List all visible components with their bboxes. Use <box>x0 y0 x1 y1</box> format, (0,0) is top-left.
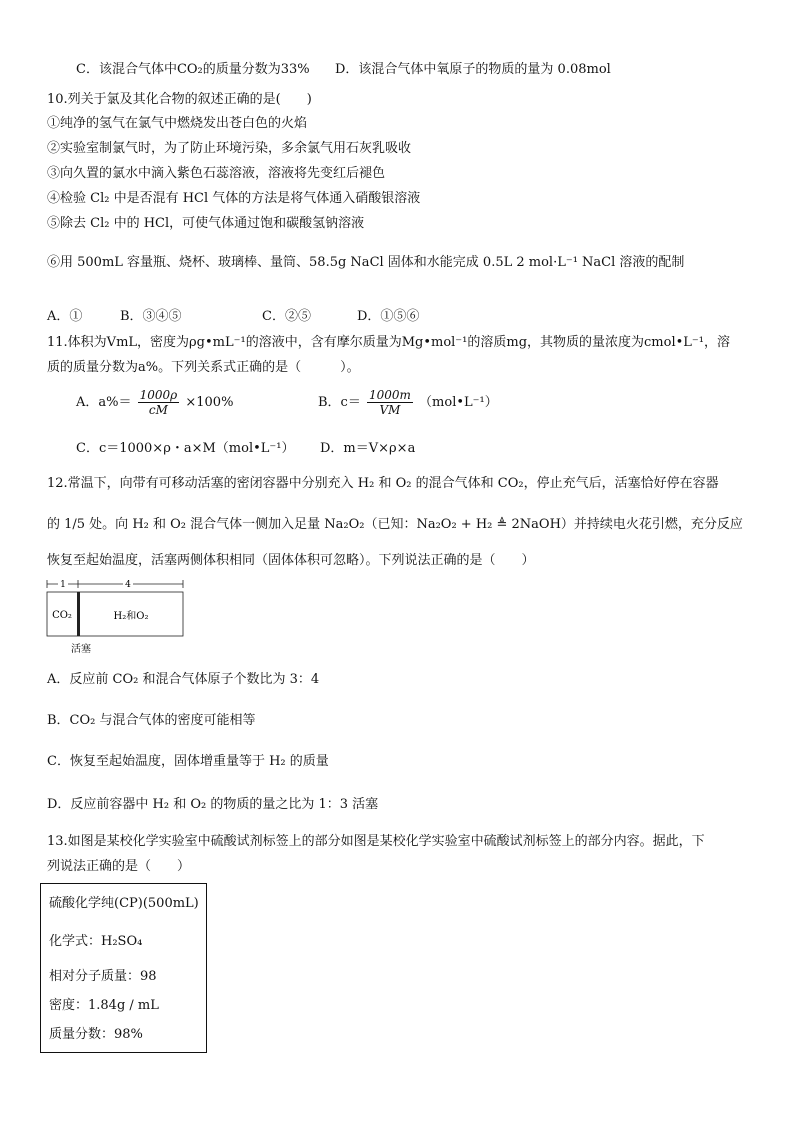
q11-option-b-suffix: （mol•L⁻¹） <box>419 395 498 410</box>
q12-option-c: C．恢复至起始温度，固体增重量等于 H₂ 的质量 <box>47 754 329 769</box>
q11-option-b-numerator: 1000m <box>368 388 411 402</box>
q10-option-c: C．②⑤ <box>262 309 311 324</box>
q10-option-b: B．③④⑤ <box>120 309 182 324</box>
q11-option-b-fraction <box>367 388 413 417</box>
q11-option-a <box>76 388 233 417</box>
q11-option-a-fraction <box>138 388 180 417</box>
q10-item-6: ⑥用 500mL 容量瓶、烧杯、玻璃棒、量筒、58.5g NaCl 固体和水能完成 0.5L 2 mol·L⁻¹ NaCl 溶液的配制 <box>47 255 685 270</box>
label-name: 硫酸化学纯(CP)(500mL) <box>49 896 199 911</box>
label-mass-fraction: 质量分数：98% <box>49 1027 143 1042</box>
q11-option-b-denominator: VM <box>379 403 401 417</box>
right-gas-label: H₂和O₂ <box>113 611 149 622</box>
q11-stem-line1: 11.体积为VmL，密度为ρg•mL⁻¹的溶液中，含有摩尔质量为Mg•mol⁻¹的溶质mg，其物质的量浓度为cmol•L⁻¹，溶 <box>47 335 730 350</box>
label-formula: 化学式：H₂SO₄ <box>49 934 143 949</box>
q11-option-c: C．c＝1000×ρ・a×M（mol•L⁻¹） <box>76 441 295 456</box>
label-density: 密度：1.84g / mL <box>49 998 159 1013</box>
q12-option-b: B．CO₂ 与混合气体的密度可能相等 <box>47 713 256 728</box>
q12-line1: 12.常温下，向带有可移动活塞的密闭容器中分别充入 H₂ 和 O₂ 的混合气体和 CO₂，停止充气后，活塞恰好停在容器 <box>47 476 719 491</box>
q11-option-a-denominator: cM <box>148 403 168 417</box>
q10-item-1: ①纯净的氢气在氯气中燃烧发出苍白色的火焰 <box>47 116 308 131</box>
q11-option-a-numerator: 1000ρ <box>139 388 178 402</box>
left-gas-label: CO₂ <box>52 610 72 621</box>
q10-item-2: ②实验室制氯气时，为了防止环境污染，多余氯气用石灰乳吸收 <box>47 141 412 156</box>
q12-option-d: D．反应前容器中 H₂ 和 O₂ 的物质的量之比为 1：3 活塞 <box>47 797 379 812</box>
q11-option-b <box>318 388 498 417</box>
q11-stem-line2: 质的质量分数为a%。下列关系式正确的是（ ）。 <box>47 360 360 375</box>
q11-option-a-prefix: A．a%＝ <box>76 395 132 410</box>
q9-option-c: C．该混合气体中CO₂的质量分数为33% <box>76 62 310 77</box>
q10-item-5: ⑤除去 Cl₂ 中的 HCl，可使气体通过饱和碳酸氢钠溶液 <box>47 216 365 231</box>
q11-option-a-suffix: ×100% <box>185 395 234 410</box>
q13-stem-line2: 列说法正确的是（ ） <box>47 859 191 874</box>
q9-option-d: D．该混合气体中氧原子的物质的量为 0.08mol <box>335 62 611 77</box>
q11-option-d: D．m＝V×ρ×a <box>320 441 416 456</box>
q10-stem: 10.列关于氯及其化合物的叙述正确的是( ) <box>47 92 312 107</box>
q10-item-4: ④检验 Cl₂ 中是否混有 HCl 气体的方法是将气体通入硝酸银溶液 <box>47 191 421 206</box>
q11-option-b-prefix: B．c＝ <box>318 395 361 410</box>
q10-item-3: ③向久置的氯水中滴入紫色石蕊溶液，溶液将先变红后褪色 <box>47 166 386 181</box>
piston <box>77 592 80 636</box>
left-length-label: 1 <box>60 580 66 590</box>
q12-line3: 恢复至起始温度，活塞两侧体积相同（固体体积可忽略）。下列说法正确的是（ ） <box>47 553 535 568</box>
reagent-label-box <box>40 883 207 1053</box>
piston-container-diagram <box>45 578 195 656</box>
q13-stem-line1: 13.如图是某校化学实验室中硫酸试剂标签上的部分如图是某校化学实验室中硫酸试剂标签上的部分内容。据此，下 <box>47 834 705 849</box>
q12-line2: 的 1/5 处。向 H₂ 和 O₂ 混合气体一侧加入足量 Na₂O₂（已知：Na₂O₂ + H₂ ≜ 2NaOH）并持续电火花引燃，充分反应 <box>47 517 743 532</box>
q10-option-d: D．①⑤⑥ <box>357 309 420 324</box>
label-molecular-weight: 相对分子质量：98 <box>49 969 157 984</box>
right-length-label: 4 <box>125 580 131 590</box>
q10-option-a: A．① <box>47 309 83 324</box>
q12-option-a: A．反应前 CO₂ 和混合气体原子个数比为 3：4 <box>47 672 320 687</box>
piston-label: 活塞 <box>71 644 91 655</box>
